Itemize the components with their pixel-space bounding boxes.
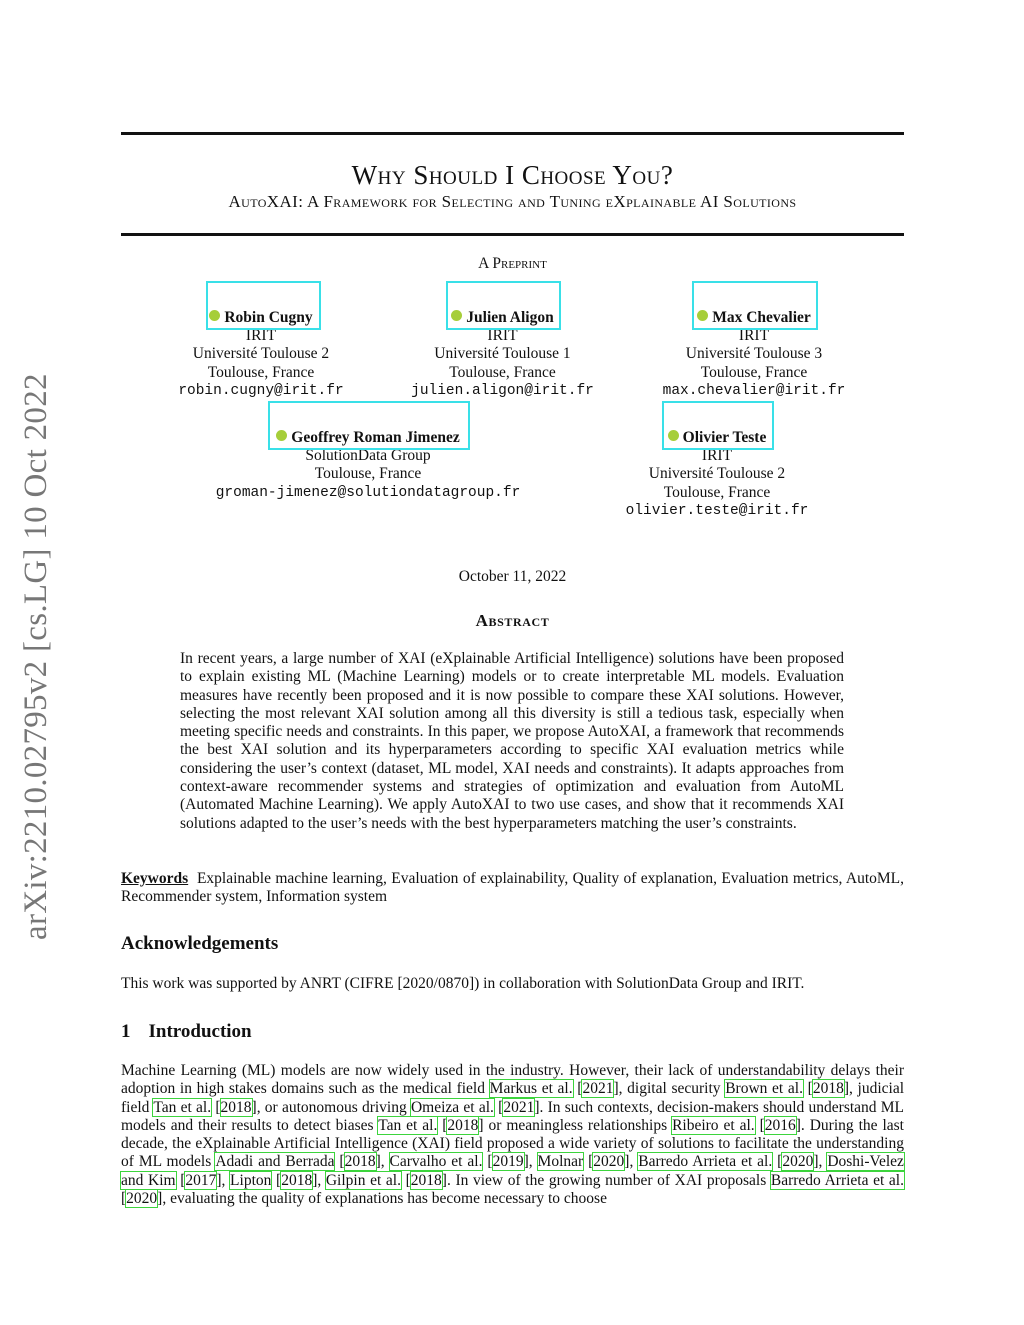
- citation-link[interactable]: 2021: [582, 1080, 614, 1098]
- paper-date: October 11, 2022: [458, 568, 567, 585]
- citation-link[interactable]: 2018: [344, 1153, 376, 1171]
- author-name[interactable]: Olivier Teste: [682, 429, 767, 446]
- author-email[interactable]: olivier.teste@irit.fr: [625, 502, 809, 519]
- paragraph-text: ], judicial field: [121, 1080, 905, 1116]
- citation-link[interactable]: Omeiza et al.: [410, 1098, 494, 1116]
- paragraph-text: Machine Learning (ML) models are now widely used in the industry. However, their lack of understandability delays their adoption in high stakes domains such as the medical field: [121, 1062, 904, 1098]
- paragraph-text: [: [271, 1171, 282, 1189]
- affiliation-line: Université Toulouse 1: [434, 345, 571, 363]
- title-bottom-rule: [121, 233, 904, 236]
- author-link-box[interactable]: [268, 401, 470, 450]
- citation-link[interactable]: Molnar: [537, 1153, 584, 1171]
- citation-link[interactable]: 2020: [126, 1190, 158, 1208]
- author-name[interactable]: Julien Aligon: [466, 309, 554, 326]
- affiliation-line: Toulouse, France: [207, 363, 315, 381]
- citation-link[interactable]: 2020: [782, 1153, 814, 1171]
- citation-link[interactable]: 2020: [593, 1153, 625, 1171]
- paper-subtitle: AutoXAI: A Framework for Selecting and Tuning eXplainable AI Solutions: [228, 192, 797, 211]
- affiliation-line: IRIT: [738, 327, 770, 345]
- citation-link[interactable]: Tan et al.: [378, 1116, 438, 1134]
- citation-link[interactable]: 2018: [410, 1171, 442, 1189]
- citation-link[interactable]: Carvalho et al.: [389, 1153, 483, 1171]
- author-link-box[interactable]: [692, 281, 818, 330]
- author-link-box[interactable]: [662, 401, 774, 450]
- paragraph-text: ],: [624, 1153, 639, 1171]
- acknowledgements-text: This work was supported by ANRT (CIFRE [2020/0870]) in collaboration with SolutionData Group and IRIT.: [121, 975, 805, 992]
- author-name[interactable]: Max Chevalier: [712, 309, 811, 326]
- citation-link[interactable]: Markus et al.: [489, 1080, 573, 1098]
- citation-link[interactable]: Barredo Arrieta et al.: [638, 1153, 773, 1171]
- citation-link[interactable]: 2017: [185, 1171, 217, 1189]
- citation-link[interactable]: 2018: [812, 1080, 844, 1098]
- citation-link[interactable]: Lipton: [230, 1171, 272, 1189]
- paragraph-text: ],: [813, 1153, 828, 1171]
- paragraph-text: [: [437, 1116, 448, 1134]
- citation-link[interactable]: Tan et al.: [153, 1098, 212, 1116]
- keywords: [121, 870, 904, 907]
- citation-link[interactable]: 2018: [281, 1171, 313, 1189]
- paragraph-text: [: [400, 1171, 411, 1189]
- paragraph-text: [: [482, 1153, 493, 1171]
- affiliation-line: SolutionData Group: [305, 447, 431, 465]
- paragraph-text: ], evaluating the quality of explanations has become necessary to choose: [157, 1190, 607, 1208]
- title-top-rule: [121, 132, 904, 135]
- author-name[interactable]: Geoffrey Roman Jimenez: [291, 429, 460, 446]
- affiliation-line: Toulouse, France: [449, 363, 556, 381]
- paper-title: Why Should I Choose You?: [351, 160, 674, 190]
- paragraph-text: [: [334, 1153, 345, 1171]
- acknowledgements-heading: Acknowledgements: [121, 933, 279, 954]
- paragraph-text: [: [802, 1080, 813, 1098]
- author-email[interactable]: max.chevalier@irit.fr: [662, 382, 846, 399]
- arxiv-sidebar-id: arXiv:2210.02795v2 [cs.LG] 10 Oct 2022: [18, 373, 54, 940]
- paragraph-text: ],: [312, 1171, 326, 1189]
- paragraph-text: ]. During the last decade, the eXplainable Artificial Intelligence (XAI) field proposed a wide variety of solutions to facilitate the understanding of ML models: [121, 1116, 904, 1171]
- author-name[interactable]: Robin Cugny: [224, 309, 313, 326]
- paragraph-text: [: [175, 1171, 186, 1189]
- paragraph-text: ] or meaningless relationships: [478, 1116, 673, 1134]
- affiliation-line: IRIT: [701, 447, 733, 465]
- section-title: Introduction: [148, 1021, 252, 1042]
- paragraph-text: [: [583, 1153, 594, 1171]
- paragraph-text: [: [211, 1098, 221, 1116]
- paragraph-text: ],: [216, 1171, 231, 1189]
- author-link-box[interactable]: [446, 281, 561, 330]
- paragraph-text: [: [493, 1098, 504, 1116]
- paragraph-text: [: [754, 1116, 765, 1134]
- abstract-text: In recent years, a large number of XAI (eXplainable Artificial Intelligence) solutions have been proposed to explain existing ML (Machine Learning) models or to create interpretable ML models. Evaluation measures have recently been proposed and it is now possible to compare these XAI solutions. However, selecting the most relevant XAI solution among all this diversity is still a tedious task, especially when meeting specific needs and constraints. In this paper, we propose AutoXAI, a framework that recommends the best XAI solution and its hyperparameters according to specific XAI evaluation metrics while considering the user’s context (dataset, ML model, XAI needs and constraints). It adapts approaches from context-aware recommender systems and strategies of optimization and evaluation from AutoML (Automated Machine Learning). We apply AutoXAI to two use cases, and show that it recommends XAI solutions adapted to the user’s needs with the best hyperparameters matching the user’s constraints.: [180, 650, 844, 832]
- affiliation-line: Toulouse, France: [314, 465, 422, 483]
- citation-link[interactable]: 2021: [503, 1098, 535, 1116]
- paragraph-text: ],: [523, 1153, 538, 1171]
- citation-link[interactable]: 2018: [447, 1116, 479, 1134]
- author-email[interactable]: julien.aligon@irit.fr: [411, 382, 594, 399]
- paragraph-text: ]. In view of the growing number of XAI proposals: [441, 1171, 771, 1189]
- paragraph-text: ], digital security: [613, 1080, 726, 1098]
- citation-link[interactable]: Brown et al.: [725, 1080, 803, 1098]
- keywords-label: Keywords: [121, 870, 189, 887]
- affiliation-line: IRIT: [487, 327, 518, 345]
- citation-link[interactable]: Adadi and Berrada: [215, 1153, 335, 1171]
- abstract-heading: Abstract: [475, 611, 550, 630]
- citation-link[interactable]: 2018: [220, 1098, 252, 1116]
- introduction-paragraph: [121, 1062, 904, 1208]
- paragraph-text: [: [772, 1153, 783, 1171]
- author-email[interactable]: robin.cugny@irit.fr: [178, 382, 344, 399]
- paragraph-text: [: [572, 1080, 583, 1098]
- keywords-text: Explainable machine learning, Evaluation of explainability, Quality of explanation, Evaluation metrics, AutoML, Recommender system, Information system: [121, 870, 905, 906]
- affiliation-line: Université Toulouse 3: [685, 345, 823, 363]
- affiliation-line: Université Toulouse 2: [648, 465, 786, 483]
- paragraph-text: ]. In such contexts, decision-makers should understand ML models and their results to detect biases: [121, 1098, 905, 1134]
- introduction-heading: [121, 1021, 252, 1043]
- affiliation-line: Université Toulouse 2: [192, 345, 330, 363]
- paragraph-text: ], or autonomous driving: [251, 1098, 411, 1116]
- paragraph-text: [: [121, 1190, 127, 1208]
- citation-link[interactable]: Ribeiro et al.: [672, 1116, 755, 1134]
- citation-link[interactable]: 2016: [764, 1116, 796, 1134]
- preprint-label: A Preprint: [478, 255, 547, 272]
- paragraph-text: ],: [375, 1153, 390, 1171]
- author-link-box[interactable]: [206, 281, 321, 330]
- affiliation-line: Toulouse, France: [700, 363, 808, 381]
- affiliation-line: IRIT: [245, 327, 277, 345]
- citation-link[interactable]: 2019: [492, 1153, 524, 1171]
- citation-link[interactable]: Barredo Arrieta et al.: [770, 1171, 904, 1189]
- author-email[interactable]: groman-jimenez@solutiondatagroup.fr: [215, 484, 521, 501]
- affiliation-line: Toulouse, France: [663, 483, 771, 501]
- section-number: 1: [121, 1021, 131, 1042]
- citation-link[interactable]: Gilpin et al.: [325, 1171, 401, 1189]
- citation-link[interactable]: Doshi-Velez and Kim: [121, 1153, 904, 1189]
